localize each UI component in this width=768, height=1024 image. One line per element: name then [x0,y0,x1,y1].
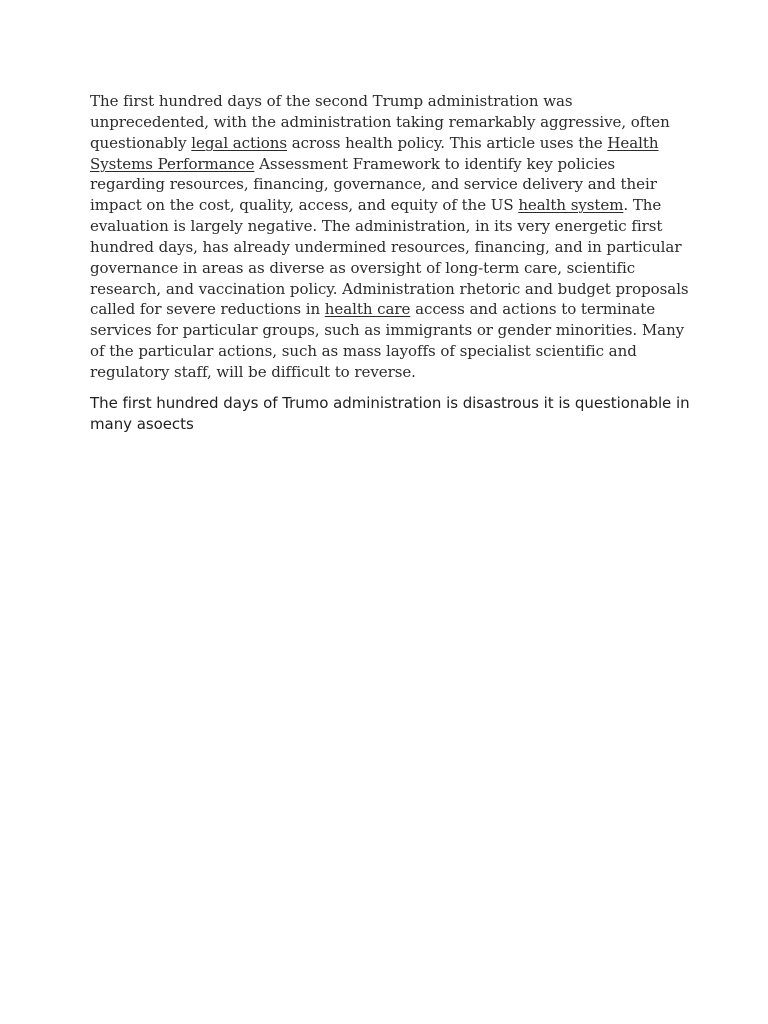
abstract-text-4: . The evaluation is largely negative. The administration, in its very energetic first hundred days, has already undermined resources, financing, and in particular governance in areas as diverse as oversight of long-term care, scientific research, and vaccination policy. Administration rhetoric and budget proposals called for severe reductions in [90,196,689,319]
abstract-text-3: Assessment Framework to identify key policies regarding resources, financing, governance, and service delivery and their impact on the cost, quality, access, and equity of the US [90,154,657,215]
abstract-text-2: across health policy. This article uses the [287,133,608,152]
health-systems-performance-link[interactable]: Health Systems Performance [90,133,659,173]
health-care-link[interactable]: health care [324,300,411,319]
user-note-paragraph: The first hundred days of Trumo administration is disastrous it is questionable in many asoects [90,393,690,433]
abstract-text-5: access and actions to terminate services for particular groups, such as immigrants or gender minorities. Many of the particular actions, such as mass layoffs of specialist scientific and regulatory staff, will be difficult to reverse. [90,300,685,381]
abstract-paragraph [90,91,690,383]
health-system-link[interactable]: health system [518,196,624,215]
legal-actions-link[interactable]: legal actions [191,133,287,152]
document-body [90,91,690,434]
abstract-text-1: The first hundred days of the second Trump administration was unprecedented, with the administration taking remarkably aggressive, often questionably [90,92,670,152]
